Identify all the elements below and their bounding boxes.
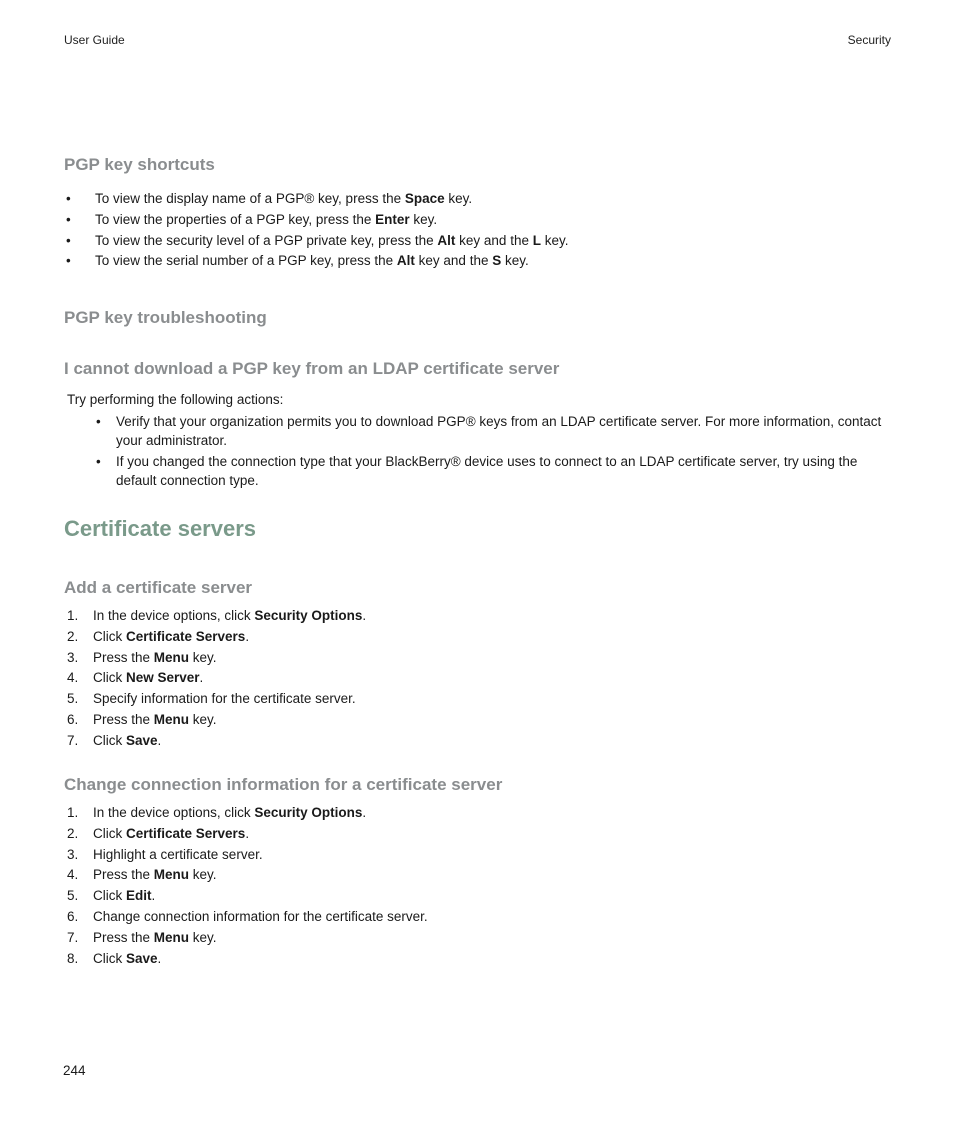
add-certificate-server-steps [64, 606, 884, 752]
list-item: 6. Change connection information for the certificate server. [67, 908, 428, 924]
change-connection-heading: Change connection information for a certificate server [64, 775, 503, 794]
add-certificate-server-heading: Add a certificate server [64, 578, 253, 597]
pgp-shortcuts-heading: PGP key shortcuts [64, 155, 215, 174]
list-item: 7. Click Save. [67, 732, 162, 748]
list-item: 8. Click Save. [67, 950, 162, 966]
ldap-download-subheading: I cannot download a PGP key from an LDAP certificate server [64, 359, 560, 378]
list-item: • If you changed the connection type that your BlackBerry® device uses to connect to an LDAP certificate server, try using the default connection type. [96, 454, 858, 488]
list-item: 5. Specify information for the certificate server. [67, 691, 356, 707]
list-item: • To view the security level of a PGP private key, press the Alt key and the L key. [66, 232, 569, 248]
list-item: • Verify that your organization permits you to download PGP® keys from an LDAP certificate server. For more information, contact your administrator. [96, 414, 882, 448]
troubleshooting-list [96, 412, 896, 492]
list-item: 7. Press the Menu key. [67, 929, 217, 945]
certificate-servers-heading: Certificate servers [64, 516, 257, 541]
running-header-section: Security [847, 33, 891, 47]
list-item: 1. In the device options, click Security Options. [67, 805, 367, 820]
list-item: • To view the serial number of a PGP key, press the Alt key and the S key. [66, 253, 529, 269]
list-item: 2. Click Certificate Servers. [67, 825, 250, 841]
running-header-title: User Guide [64, 33, 125, 47]
pgp-shortcuts-list [66, 189, 886, 272]
list-item: • To view the properties of a PGP key, press the Enter key. [66, 211, 438, 227]
change-connection-steps [64, 803, 884, 969]
list-item: 6. Press the Menu key. [67, 711, 217, 727]
list-item: 3. Press the Menu key. [67, 649, 217, 665]
list-item: 4. Click New Server. [67, 670, 204, 686]
list-item: 1. In the device options, click Security Options. [67, 608, 367, 623]
troubleshooting-intro: Try performing the following actions: [67, 392, 284, 407]
list-item: 5. Click Edit. [67, 888, 156, 904]
list-item: 4. Press the Menu key. [67, 867, 217, 883]
list-item: • To view the display name of a PGP® key, press the Space key. [66, 191, 473, 206]
list-item: 3. Highlight a certificate server. [67, 846, 263, 862]
list-item: 2. Click Certificate Servers. [67, 628, 250, 644]
page-number: 244 [63, 1063, 86, 1078]
pgp-troubleshooting-heading: PGP key troubleshooting [64, 308, 267, 327]
